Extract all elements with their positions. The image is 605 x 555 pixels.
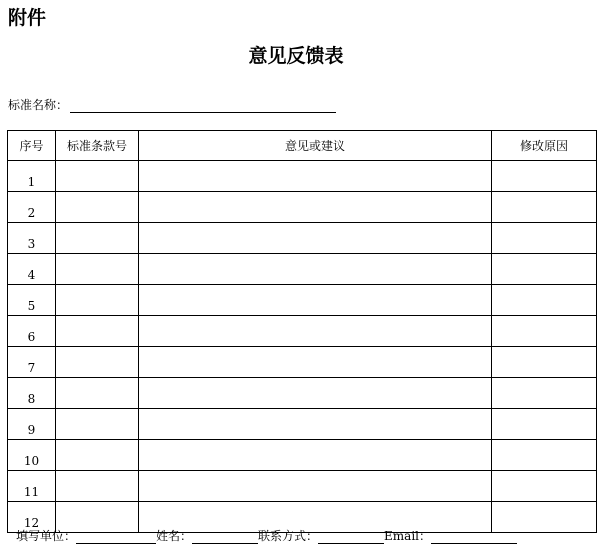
suggestion-cell[interactable] bbox=[139, 316, 492, 347]
header-clause-no: 标准条款号 bbox=[56, 131, 139, 161]
clause-cell[interactable] bbox=[56, 378, 139, 409]
email-field[interactable] bbox=[431, 529, 517, 544]
reason-cell[interactable] bbox=[492, 192, 597, 223]
table-row bbox=[8, 440, 597, 471]
row-number: 7 bbox=[8, 347, 56, 378]
suggestion-cell[interactable] bbox=[139, 347, 492, 378]
row-number: 9 bbox=[8, 409, 56, 440]
suggestion-cell[interactable] bbox=[139, 223, 492, 254]
reason-cell[interactable] bbox=[492, 316, 597, 347]
clause-cell[interactable] bbox=[56, 347, 139, 378]
row-number: 3 bbox=[8, 223, 56, 254]
row-number: 10 bbox=[8, 440, 56, 471]
reason-cell[interactable] bbox=[492, 223, 597, 254]
suggestion-cell[interactable] bbox=[139, 285, 492, 316]
row-number: 2 bbox=[8, 192, 56, 223]
standard-name-field[interactable] bbox=[70, 98, 336, 113]
table-row bbox=[8, 347, 597, 378]
clause-cell[interactable] bbox=[56, 223, 139, 254]
suggestion-cell[interactable] bbox=[139, 440, 492, 471]
header-suggestion: 意见或建议 bbox=[139, 131, 492, 161]
feedback-table bbox=[7, 130, 597, 533]
clause-cell[interactable] bbox=[56, 192, 139, 223]
unit-label: 填写单位： bbox=[16, 529, 77, 543]
unit-field[interactable] bbox=[76, 529, 156, 544]
table-row bbox=[8, 378, 597, 409]
header-serial-no: 序号 bbox=[8, 131, 56, 161]
table-row bbox=[8, 409, 597, 440]
suggestion-cell[interactable] bbox=[139, 378, 492, 409]
reason-cell[interactable] bbox=[492, 285, 597, 316]
suggestion-cell[interactable] bbox=[139, 471, 492, 502]
table-header-row bbox=[8, 131, 597, 161]
suggestion-cell[interactable] bbox=[139, 254, 492, 285]
table-row bbox=[8, 223, 597, 254]
page-title: 意见反馈表 bbox=[248, 45, 344, 67]
contact-label: 联系方式： bbox=[258, 529, 319, 543]
clause-cell[interactable] bbox=[56, 161, 139, 192]
row-number: 11 bbox=[8, 471, 56, 502]
suggestion-cell[interactable] bbox=[139, 161, 492, 192]
reason-cell[interactable] bbox=[492, 471, 597, 502]
footer-info-row bbox=[16, 528, 517, 544]
clause-cell[interactable] bbox=[56, 471, 139, 502]
table-row bbox=[8, 471, 597, 502]
contact-field[interactable] bbox=[318, 529, 384, 544]
row-number: 8 bbox=[8, 378, 56, 409]
table-row bbox=[8, 316, 597, 347]
reason-cell[interactable] bbox=[492, 161, 597, 192]
suggestion-cell[interactable] bbox=[139, 409, 492, 440]
table-row bbox=[8, 161, 597, 192]
row-number: 4 bbox=[8, 254, 56, 285]
clause-cell[interactable] bbox=[56, 254, 139, 285]
email-label: Email： bbox=[384, 529, 432, 543]
attachment-label: 附件 bbox=[8, 7, 47, 29]
reason-cell[interactable] bbox=[492, 440, 597, 471]
clause-cell[interactable] bbox=[56, 316, 139, 347]
clause-cell[interactable] bbox=[56, 285, 139, 316]
table-row bbox=[8, 192, 597, 223]
header-reason: 修改原因 bbox=[492, 131, 597, 161]
name-label: 姓名： bbox=[156, 529, 193, 543]
suggestion-cell[interactable] bbox=[139, 192, 492, 223]
reason-cell[interactable] bbox=[492, 378, 597, 409]
table-row bbox=[8, 285, 597, 316]
row-number: 5 bbox=[8, 285, 56, 316]
name-field[interactable] bbox=[192, 529, 258, 544]
row-number: 6 bbox=[8, 316, 56, 347]
table-row bbox=[8, 254, 597, 285]
reason-cell[interactable] bbox=[492, 254, 597, 285]
standard-name-label: 标准名称： bbox=[8, 98, 69, 112]
standard-name-row bbox=[8, 97, 336, 113]
reason-cell[interactable] bbox=[492, 347, 597, 378]
clause-cell[interactable] bbox=[56, 440, 139, 471]
reason-cell[interactable] bbox=[492, 409, 597, 440]
row-number: 1 bbox=[8, 161, 56, 192]
row-number: 12 bbox=[8, 502, 56, 533]
clause-cell[interactable] bbox=[56, 409, 139, 440]
